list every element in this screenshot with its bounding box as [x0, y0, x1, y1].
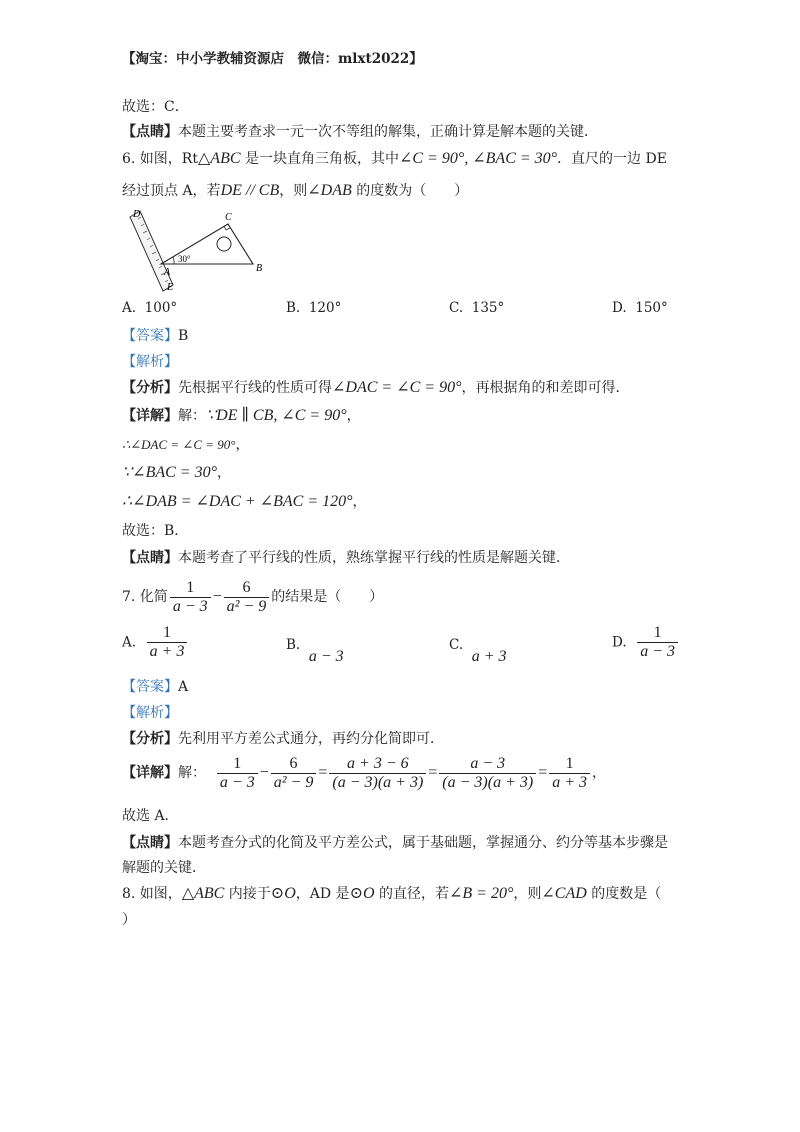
page-header: 【淘宝：中小学教辅资源店 微信：mlxt2022】 [122, 51, 423, 67]
q6-angle: ∠DAB [307, 182, 352, 199]
q7-detail: 【详解】解： $\frac{1}{a - 3}$ − $\frac{6}{\text{a² − 9}}$ = $\frac{a + 3 - 6}{(a - 3)(a + 3)}$ = $\frac{a - 3}{(a - 3)(a + 3)}$ = $\frac{1}{a + 3}$ ， [122, 754, 607, 791]
q6-text: 经过顶点 A，若 [122, 183, 221, 199]
label-angle: 30° [178, 254, 191, 264]
q6-angles: ∠C = 90°, ∠BAC = 30° [398, 150, 558, 167]
q7-frac1: $\frac{1}{a - 3}$ [170, 579, 211, 616]
q6-text: 的度数为（ ） [351, 183, 469, 199]
q7-analysis-tag: 【解析】 [122, 705, 178, 721]
q7-frac2: $\frac{6}{\text{a² − 9}}$ [224, 579, 270, 616]
label-E: E [167, 282, 174, 292]
q7-option-c: C. a + 3 [449, 637, 507, 665]
q6-stem-line2 [122, 181, 468, 201]
q7-fenxi: 【分析】先利用平方差公式通分，再约分化简即可． [122, 731, 444, 747]
q6-detail-line1: 【详解】解：∵DE ∥ CB, ∠C = 90°， [122, 407, 361, 424]
q6-fenxi: 【分析】先根据平行线的性质可得∠DAC = ∠C = 90°，再根据角的和差即可得． [122, 379, 630, 396]
comment-text: 本题主要考查求一元一次不等组的解集，正确计算是解本题的关键． [178, 124, 598, 140]
q6-choose: 故选：B． [122, 523, 189, 539]
q6-text: 6. 如图，Rt [122, 151, 198, 167]
q6-analysis-tag: 【解析】 [122, 354, 178, 370]
label-D: D [133, 209, 141, 220]
q6-answer [122, 326, 188, 346]
q7-stem: 7. 化简 $\frac{1}{a - 3}$ − $\frac{6}{\text{a² − 9}}$ 的结果是（ ） [122, 578, 384, 615]
q6-option-b: B. 120° [286, 300, 342, 316]
q6-comment: 【点睛】本题考查了平行线的性质，熟练掌握平行线的性质是解题关键． [122, 550, 570, 566]
comment-tag: 【点睛】 [122, 124, 178, 140]
q8-stem-line2: ） [122, 912, 136, 928]
q6-condition: DE // CB [220, 182, 280, 199]
q6-detail-line3: ∵∠BAC = 30°， [122, 464, 231, 481]
q7-option-d: D. $\frac{1}{a - 3}$ [612, 624, 680, 661]
q7-comment-line1: 【点睛】本题考查分式的化简及平方差公式，属于基础题，掌握通分、约分等基本步骤是 [122, 835, 668, 851]
prev-comment [122, 122, 598, 142]
q6-option-c: C. 135° [449, 300, 505, 316]
label-B: B [256, 263, 263, 274]
triangle-hole [217, 237, 231, 251]
q7-answer: 【答案】A [122, 679, 189, 695]
label-A: A [164, 267, 171, 278]
answer-tag: 【答案】 [122, 328, 178, 344]
q7-comment-line2: 解题的关键． [122, 860, 206, 876]
prev-answer: 故选：C． [122, 99, 189, 115]
q6-text: ．直尺的一边 DE [557, 151, 667, 167]
q6-option-a: A. 100° [122, 300, 178, 316]
answer-value: B [178, 328, 189, 344]
q6-figure [128, 207, 278, 292]
triangle-shape [161, 224, 253, 264]
q6-detail-line2: ∴∠DAC = ∠C = 90°， [122, 437, 250, 453]
q6-text: ，则 [279, 183, 308, 199]
q6-stem-line1 [122, 149, 667, 169]
q6-option-d: D. 150° [612, 300, 668, 316]
q6-text: 是一块直角三角板，其中 [240, 151, 399, 167]
q7-option-b: B. a − 3 [286, 637, 344, 665]
q6-detail-line4: ∴∠DAB = ∠DAC + ∠BAC = 120°， [122, 493, 367, 510]
ruler-shape [130, 211, 173, 291]
q6-triangle: △ABC [197, 150, 241, 167]
label-C: C [225, 212, 232, 223]
q8-stem-line1: 8. 如图，△ABC 内接于⊙O，AD 是⊙O 的直径，若∠B = 20°，则∠CAD 的度数是（ [122, 885, 662, 902]
q7-choose: 故选 A． [122, 808, 179, 824]
q7-option-a: A. $\frac{1}{a + 3}$ [122, 624, 189, 661]
